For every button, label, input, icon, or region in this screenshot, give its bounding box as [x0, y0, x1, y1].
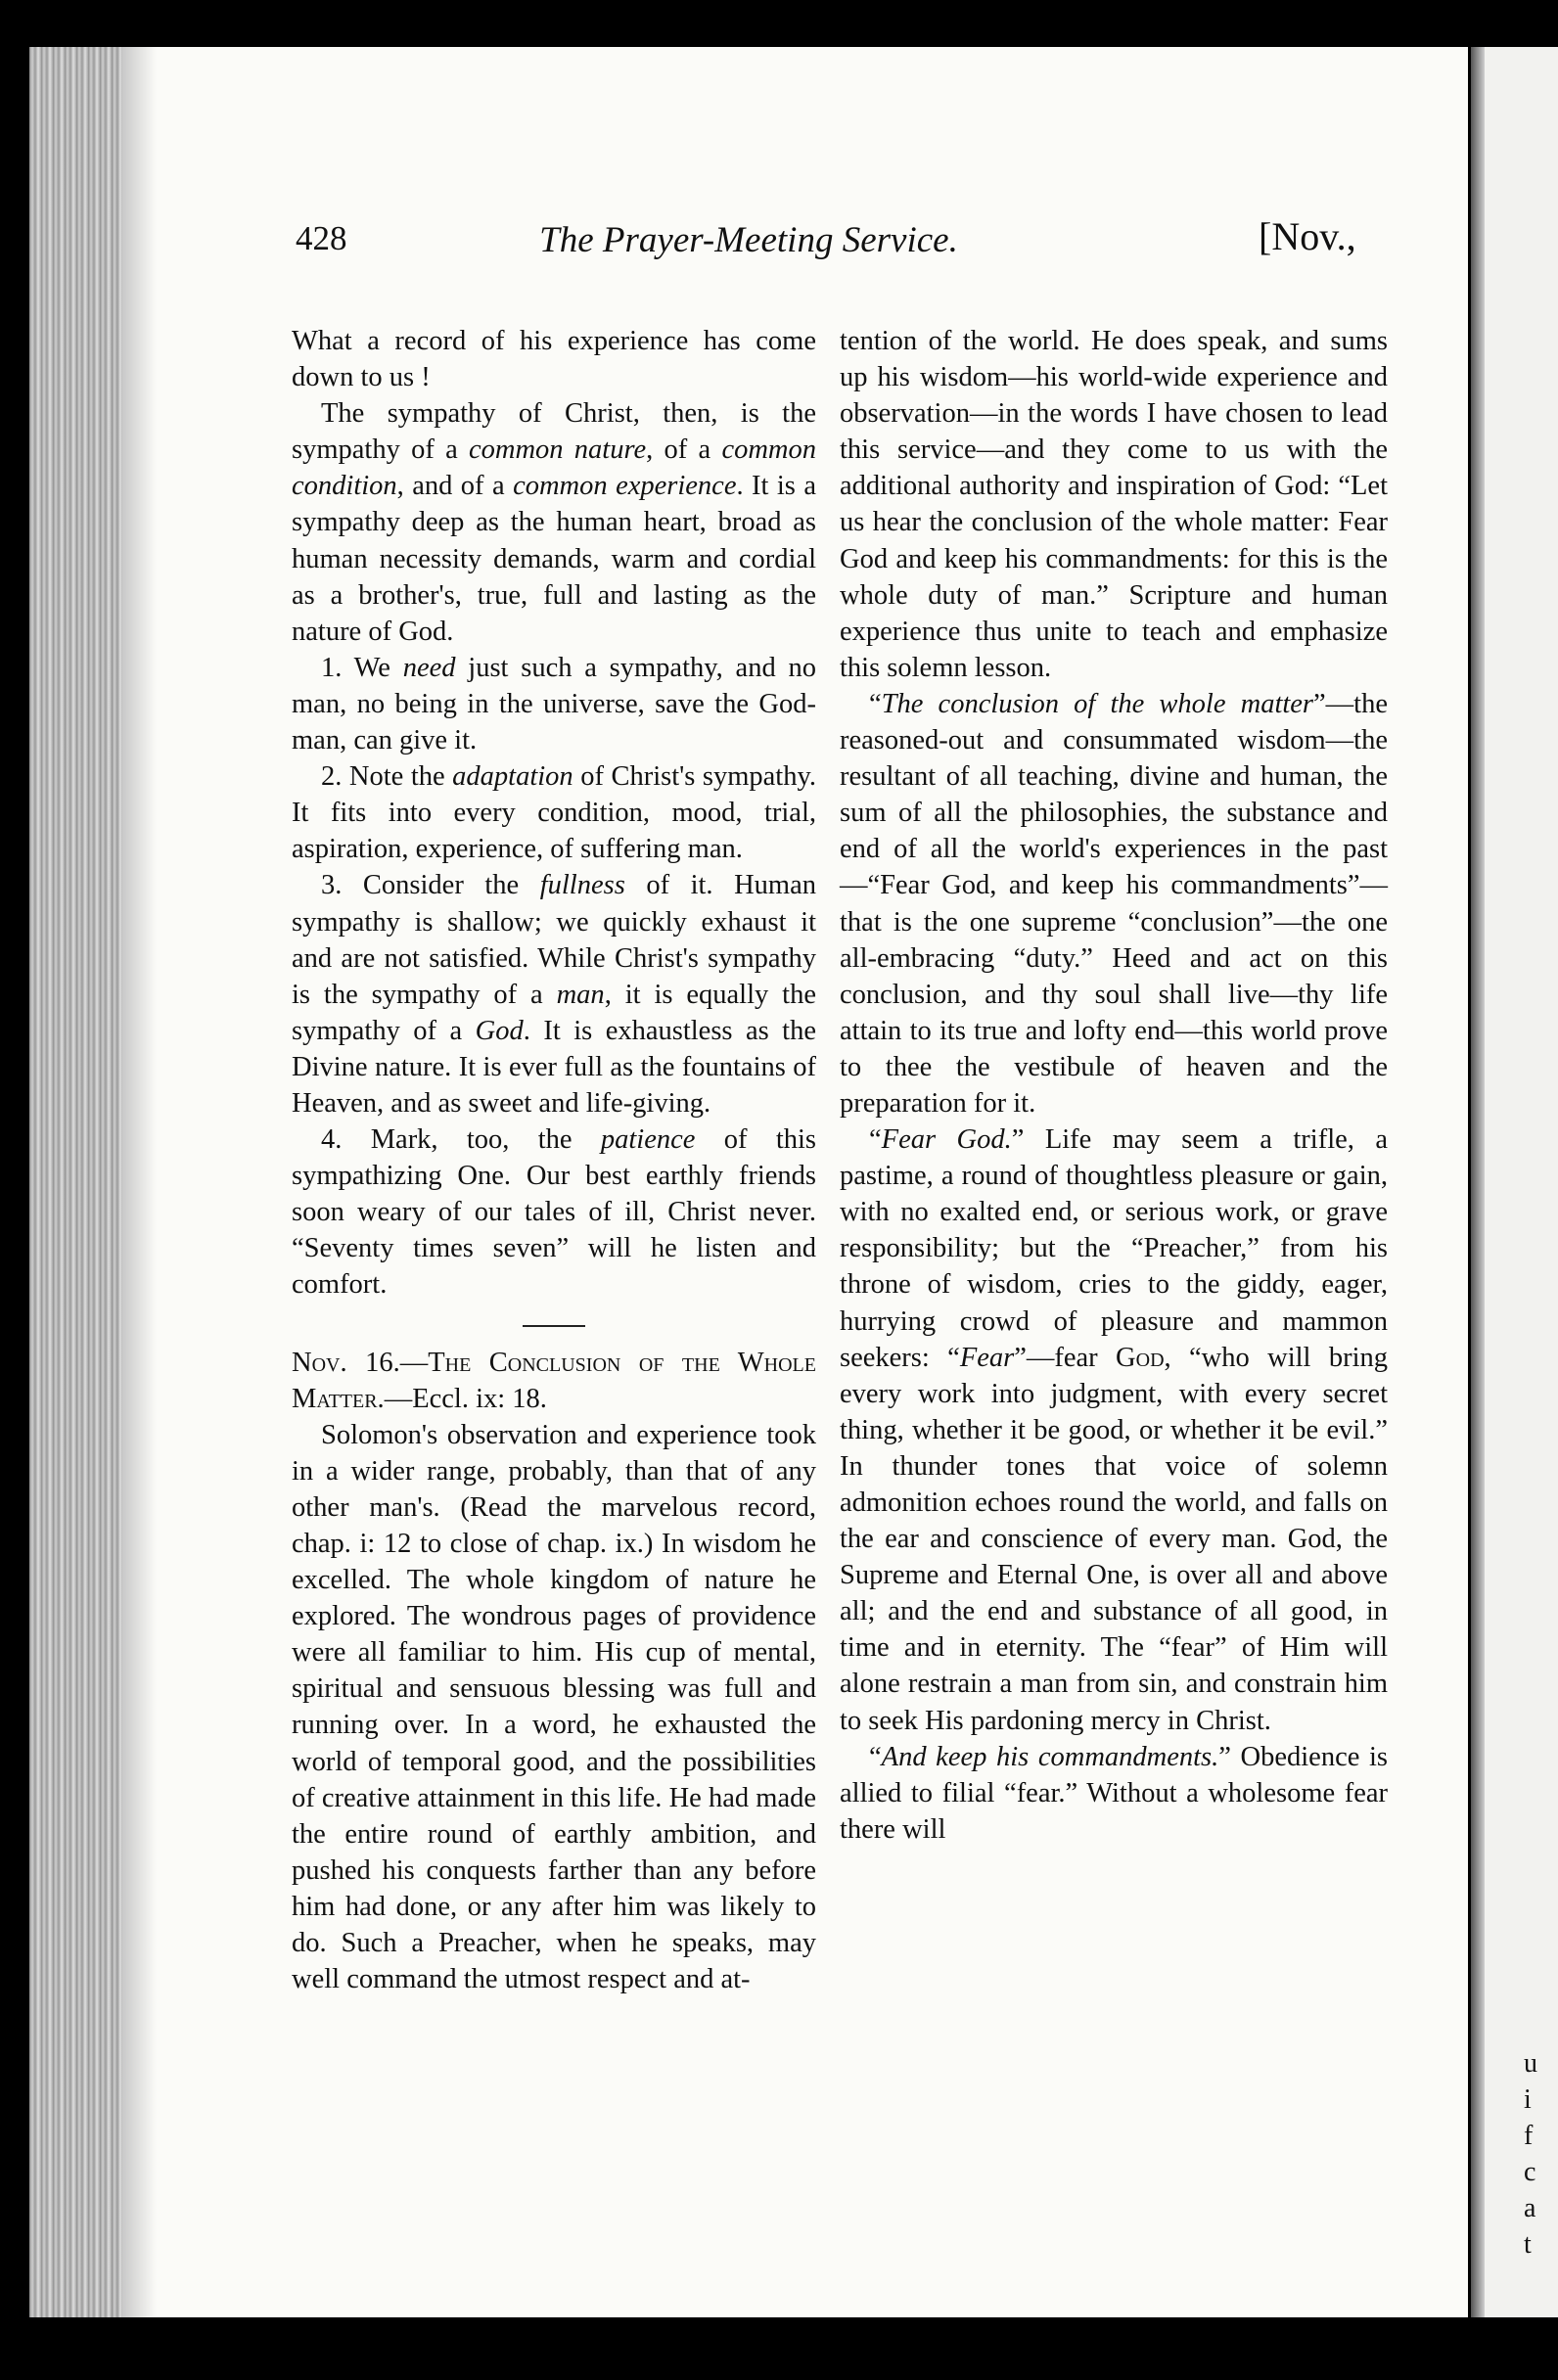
paragraph: “The conclusion of the whole matter”—the reasoned-out and consummated wisdom—the resultant of all teaching, divine and human, the sum of all the philosophies, the substance and end of all the world's experiences in the past—“Fear God, and keep his commandments”—that is the one supreme “conclusion”—the one all-embracing “duty.” Heed and act on this conclusion, and thy soul shall live—thy life attain to its true and lofty end—this world prove to thee the vestibule of heaven and the preparation for it. [840, 688, 1388, 1119]
facing-page-letter: i [1524, 2084, 1532, 2115]
facing-page-letter: t [1524, 2229, 1532, 2260]
facing-page-letter: a [1524, 2193, 1536, 2223]
page-number: 428 [296, 219, 347, 257]
numbered-point: 1. We need just such a sympathy, and no man, no being in the universe, save the God-man, can give it. [292, 652, 816, 756]
page-header [29, 211, 1468, 270]
numbered-point: 4. Mark, too, the patience of this sympathizing One. Our best earthly friends soon weary of our tales of ill, Christ never. “Seventy times seven” will he listen and comfort. [292, 1124, 817, 1301]
facing-page-edge [1471, 47, 1558, 2317]
facing-page-letter: u [1524, 2048, 1537, 2079]
paragraph: The sympathy of Christ, then, is the sympathy of a common nature, of a common condition, and of a common experience. It is a sympathy deep as the human heart, broad as human necessity demands, warm and cordial as a brother's, true, full and lasting as the nature of God. [292, 398, 817, 647]
left-column [292, 323, 816, 1997]
section-divider [523, 1325, 585, 1327]
facing-page-gutter [1471, 47, 1485, 2317]
month-label: [Nov., [1259, 214, 1356, 258]
paragraph: “And keep his commandments.” Obedience is allied to filial “fear.” Without a wholesome fear there will [840, 1741, 1389, 1845]
numbered-point: 2. Note the adaptation of Christ's sympathy. It fits into every condition, mood, trial, aspiration, experience, of suffering man. [292, 761, 817, 865]
book-spine [29, 47, 122, 2317]
right-column [840, 323, 1388, 1848]
numbered-point: 3. Consider the fullness of it. Human sympathy is shallow; we quickly exhaust it and are not satisfied. While Christ's sympathy is the sympathy of a man, it is equally the sympathy of a God. It is exhaustless as the Divine nature. It is ever full as the fountains of Heaven, and as sweet and life-giving. [292, 870, 816, 1119]
facing-page-letter: f [1524, 2121, 1534, 2151]
paragraph: Solomon's observation and experience took in a wider range, probably, than that of any other man's. (Read the marvelous record, chap. i: 12 to close of chap. ix.) In wisdom he excelled. The whole kingdom of nature he explored. The wondrous pages of providence were all familiar to him. His cup of mental, spiritual and sensuous blessing was full and running over. In a word, he exhausted the world of temporal good, and the possibilities of creative attainment in this life. He had made the entire round of earthly ambition, and pushed his conquests farther than any before him had done, or any after him was likely to do. Such a Preacher, when he speaks, may well command the utmost respect and at- [292, 1419, 816, 1995]
paragraph: tention of the world. He does speak, and sums up his wisdom—his world-wide experience and observation—in the words I have chosen to lead this service—and they come to us with the additional authority and inspiration of God: “Let us hear the conclusion of the whole matter: Fear God and keep his commandments: for this is the whole duty of man.” Scripture and human experience thus unite to teach and emphasize this solemn lesson. [840, 326, 1388, 683]
running-title: The Prayer-Meeting Service. [539, 220, 958, 260]
facing-page-letter: c [1524, 2157, 1536, 2187]
book-page [29, 47, 1468, 2317]
section-heading: Nov. 16.—The Conclusion of the Whole Matter.—Eccl. ix: 18. [292, 1347, 816, 1414]
paragraph: “Fear God.” Life may seem a trifle, a pastime, a round of thoughtless pleasure or gain, with no exalted end, or serious work, or grave responsibility; but the “Preacher,” from his throne of wisdom, cries to the giddy, eager, hurrying crowd of pleasure and mammon seekers: “Fear”—fear God, “who will bring every work into judgment, with every secret thing, whether it be good, or whether it be evil.” In thunder tones that voice of solemn admonition echoes round the world, and falls on the ear and conscience of every man. God, the Supreme and Eternal One, is over all and above all; and the end and substance of all good, in time and in eternity. The “fear” of Him will alone restrain a man from sin, and constrain him to seek His pardoning mercy in Christ. [840, 1124, 1388, 1736]
spine-shadow [122, 47, 157, 2317]
paragraph: What a record of his experience has come down to us ! [292, 326, 816, 393]
